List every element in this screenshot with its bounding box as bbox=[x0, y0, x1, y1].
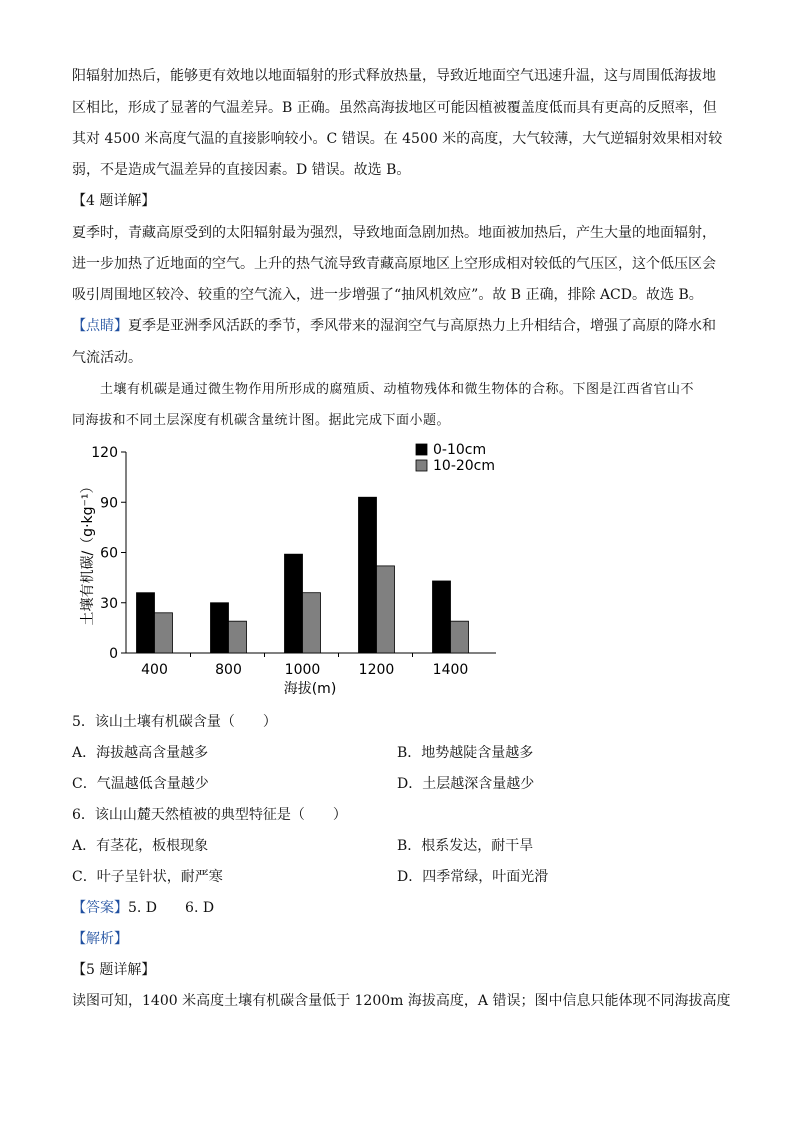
x-tick-label: 800 bbox=[215, 662, 242, 678]
x-tick-label: 1200 bbox=[358, 662, 395, 678]
intro-line: 同海拔和不同土层深度有机碳含量统计图。据此完成下面小题。 bbox=[72, 413, 451, 428]
q6-option-b: B．根系发达，耐干旱 bbox=[397, 838, 534, 854]
text-line: 读图可知，1400 米高度土壤有机碳含量低于 1200m 海拔高度，A 错误；图中信息只能体现不同海拔高度 bbox=[72, 993, 731, 1009]
bar-10-20cm bbox=[303, 593, 321, 653]
section-heading: 【4 题详解】 bbox=[72, 193, 156, 209]
bar-0-10cm bbox=[137, 593, 155, 653]
q5-option-c: C．气温越低含量越少 bbox=[72, 776, 209, 792]
q6-option-d: D．四季常绿，叶面光滑 bbox=[397, 869, 549, 885]
y-axis-label: 土壤有机碳/（g·kg⁻¹） bbox=[80, 479, 96, 626]
legend-swatch bbox=[416, 460, 427, 471]
bar-10-20cm bbox=[377, 566, 395, 653]
text-line: 进一步加热了近地面的空气。上升的热气流导致青藏高原地区上空形成相对较低的气压区，这个低压区会 bbox=[72, 256, 716, 272]
bar-10-20cm bbox=[451, 621, 469, 653]
section-heading: 【5 题详解】 bbox=[72, 962, 156, 978]
text-line: 区相比，形成了显著的气温差异。B 正确。虽然高海拔地区可能因植被覆盖度低而具有更高的反照率，但 bbox=[72, 100, 717, 116]
text-line: 阳辐射加热后，能够更有效地以地面辐射的形式释放热量，导致近地面空气迅速升温，这与周围低海拔地 bbox=[72, 68, 716, 84]
y-tick-label: 120 bbox=[91, 445, 118, 461]
bar-10-20cm bbox=[229, 621, 247, 653]
legend-label: 0-10cm bbox=[433, 442, 487, 458]
x-axis-label: 海拔(m) bbox=[283, 681, 337, 697]
dianjing-label: 【点睛】 bbox=[72, 318, 128, 334]
bar-0-10cm bbox=[359, 497, 377, 653]
answer-line bbox=[72, 898, 214, 918]
q5-option-d: D．土层越深含量越少 bbox=[397, 776, 535, 792]
text-line: 气流活动。 bbox=[72, 350, 142, 366]
text-line: 弱，不是造成气温差异的直接因素。D 错误。故选 B。 bbox=[72, 162, 411, 178]
text-line: 其对 4500 米高度气温的直接影响较小。C 错误。在 4500 米的高度，大气较薄，大气逆辐射效果相对较 bbox=[72, 131, 723, 147]
bar-chart bbox=[70, 440, 510, 700]
bar-0-10cm bbox=[285, 554, 303, 653]
analysis-label: 【解析】 bbox=[72, 931, 128, 947]
q5-option-a: A．海拔越高含量越多 bbox=[72, 745, 209, 761]
bar-0-10cm bbox=[211, 603, 229, 653]
q5-option-b: B．地势越陡含量越多 bbox=[397, 745, 534, 761]
y-tick-label: 90 bbox=[100, 495, 118, 512]
answer-label: 【答案】 bbox=[72, 900, 128, 916]
y-tick-label: 0 bbox=[109, 646, 118, 662]
q6-option-c: C．叶子呈针状，耐严寒 bbox=[72, 869, 223, 885]
answer-text: 5. D 6. D bbox=[128, 900, 215, 916]
question-5-stem: 5．该山土壤有机碳含量（ ） bbox=[72, 714, 277, 730]
x-tick-label: 1400 bbox=[432, 662, 469, 678]
y-tick-label: 60 bbox=[100, 545, 118, 562]
q6-option-a: A．有茎花，板根现象 bbox=[72, 838, 209, 854]
bar-10-20cm bbox=[155, 613, 173, 653]
text-line: 吸引周围地区较冷、较重的空气流入，进一步增强了“抽风机效应”。故 B 正确，排除 ACD。故选 B。 bbox=[72, 287, 703, 303]
bar-0-10cm bbox=[433, 581, 451, 653]
legend-label: 10-20cm bbox=[433, 458, 496, 474]
x-tick-label: 1000 bbox=[284, 662, 321, 678]
x-tick-label: 400 bbox=[141, 662, 168, 678]
y-tick-label: 30 bbox=[100, 595, 118, 612]
text-line: 夏季时，青藏高原受到的太阳辐射最为强烈，导致地面急剧加热。地面被加热后，产生大量的地面辐射， bbox=[72, 225, 716, 241]
dianjing-text: 夏季是亚洲季风活跃的季节，季风带来的湿润空气与高原热力上升相结合，增强了高原的降水和 bbox=[128, 318, 716, 334]
intro-line: 土壤有机碳是通过微生物作用所形成的腐殖质、动植物残体和微生物体的合称。下图是江西省官山不 bbox=[100, 382, 695, 397]
question-6-stem: 6．该山山麓天然植被的典型特征是（ ） bbox=[72, 807, 347, 823]
dianjing-line bbox=[72, 316, 716, 336]
legend-swatch bbox=[416, 444, 427, 455]
